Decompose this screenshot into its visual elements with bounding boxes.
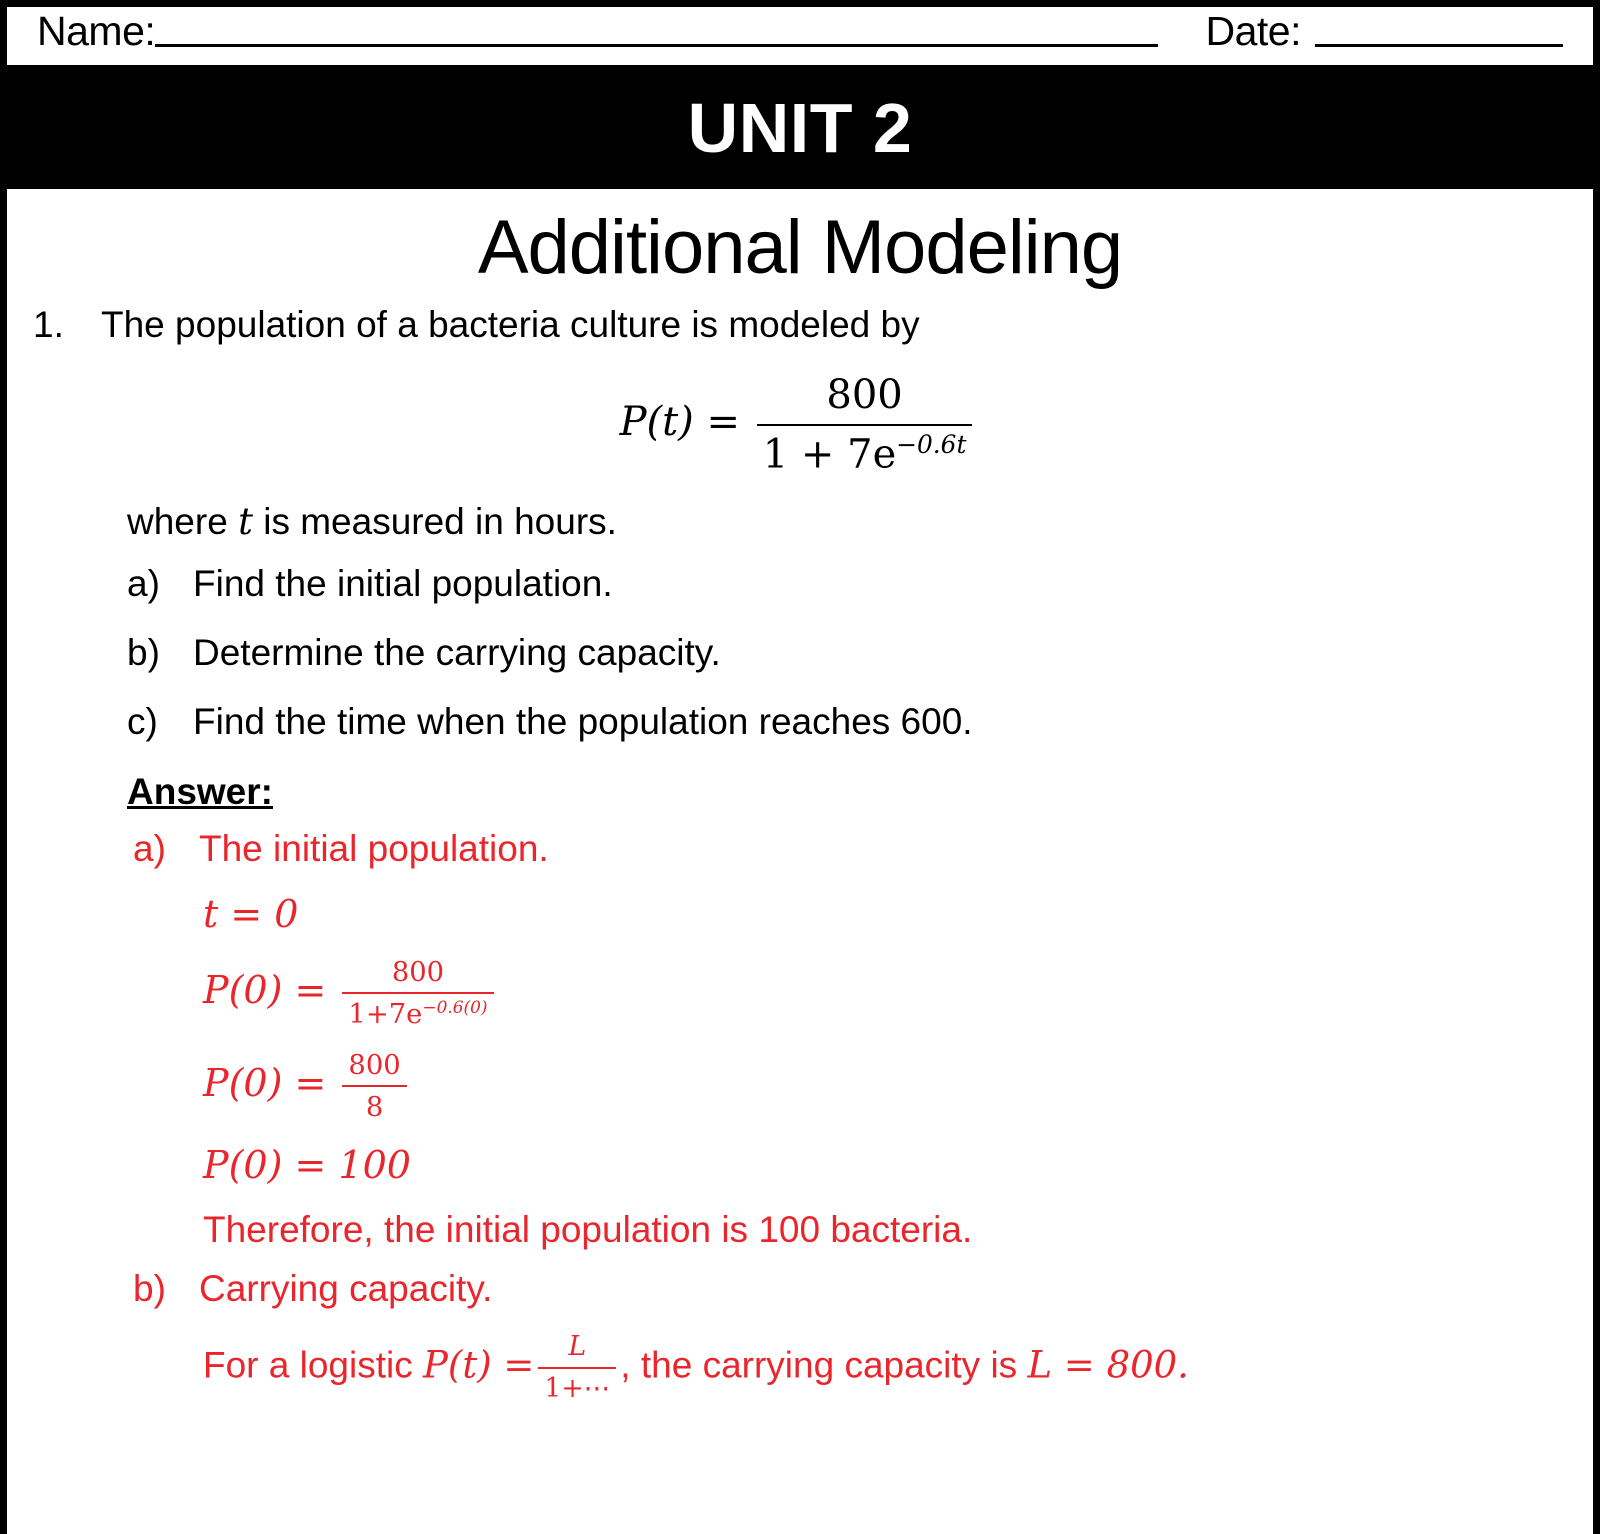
date-label: Date: bbox=[1205, 8, 1301, 54]
part-letter: c) bbox=[127, 701, 158, 743]
part-text: Find the initial population. bbox=[193, 562, 613, 604]
formula-lhs: P(t) = bbox=[619, 399, 740, 446]
where-line bbox=[127, 498, 1563, 545]
logistic-denominator: 1+⋯ bbox=[544, 1372, 611, 1404]
answer-part-text: The initial population. bbox=[199, 827, 549, 869]
population-formula bbox=[33, 370, 1563, 480]
where-suffix: is measured in hours. bbox=[252, 501, 617, 543]
student-info-header bbox=[7, 7, 1593, 71]
substitution-fraction bbox=[342, 955, 493, 1032]
logistic-mid: , the carrying capacity is bbox=[620, 1344, 1028, 1386]
where-prefix: where bbox=[127, 501, 239, 543]
answer-part-letter: b) bbox=[133, 1268, 166, 1310]
question-part-b bbox=[127, 629, 1563, 676]
substitution-denominator-exponent: −0.6(0) bbox=[422, 996, 488, 1017]
page-title: Additional Modeling bbox=[477, 205, 1123, 290]
answer-part-b-header bbox=[133, 1265, 1563, 1312]
substitution-denominator bbox=[342, 994, 493, 1032]
answer-step-substitution bbox=[203, 955, 1563, 1032]
part-letter: b) bbox=[127, 631, 160, 673]
substitution-numerator: 800 bbox=[342, 955, 493, 994]
evaluate-numerator: 800 bbox=[342, 1048, 406, 1087]
answer-heading: Answer: bbox=[127, 770, 273, 812]
formula-numerator: 800 bbox=[757, 370, 973, 425]
answer-step-t-value: t = 0 bbox=[203, 892, 299, 937]
logistic-capacity-value: L = 800. bbox=[1027, 1343, 1189, 1387]
answer-block bbox=[133, 825, 1563, 1406]
logistic-prefix: For a logistic bbox=[203, 1344, 424, 1386]
logistic-numerator: L bbox=[538, 1330, 616, 1368]
answer-part-text: Carrying capacity. bbox=[199, 1268, 493, 1310]
substitution-lhs: P(0) = bbox=[203, 968, 327, 1012]
question-part-c bbox=[127, 698, 1563, 745]
answer-part-letter: a) bbox=[133, 827, 166, 869]
unit-banner: UNIT 2 bbox=[7, 71, 1593, 189]
answer-step-evaluate bbox=[203, 1048, 1563, 1125]
name-label: Name: bbox=[37, 8, 156, 54]
answer-conclusion-b bbox=[203, 1330, 1563, 1405]
part-letter: a) bbox=[127, 562, 160, 604]
evaluate-denominator: 8 bbox=[365, 1092, 384, 1124]
where-variable: t bbox=[238, 500, 253, 544]
answer-part-a-header bbox=[133, 825, 1563, 872]
answer-conclusion-a: Therefore, the initial population is 100 bacteria. bbox=[203, 1208, 973, 1250]
evaluate-lhs: P(0) = bbox=[203, 1061, 327, 1106]
part-text: Find the time when the population reaches 600. bbox=[193, 701, 973, 743]
worksheet-body bbox=[7, 295, 1593, 1406]
logistic-lhs: P(t) = bbox=[423, 1343, 535, 1387]
question-1 bbox=[33, 301, 1563, 348]
formula-denominator-exponent: −0.6t bbox=[896, 429, 967, 459]
question-stem: The population of a bacteria culture is modeled by bbox=[101, 304, 920, 346]
question-parts bbox=[127, 560, 1563, 746]
formula-fraction bbox=[757, 370, 973, 480]
formula-denominator bbox=[757, 426, 973, 481]
date-write-line[interactable] bbox=[1315, 43, 1563, 47]
part-text: Determine the carrying capacity. bbox=[193, 631, 721, 673]
formula-denominator-base: 1 + 7e bbox=[762, 430, 897, 477]
answer-step-result: P(0) = 100 bbox=[203, 1143, 411, 1188]
question-number: 1. bbox=[33, 304, 64, 346]
evaluate-fraction bbox=[342, 1048, 406, 1125]
question-part-a bbox=[127, 560, 1563, 607]
logistic-fraction bbox=[538, 1330, 616, 1405]
name-write-line[interactable] bbox=[155, 43, 1157, 47]
substitution-denominator-base: 1+7e bbox=[348, 999, 423, 1031]
